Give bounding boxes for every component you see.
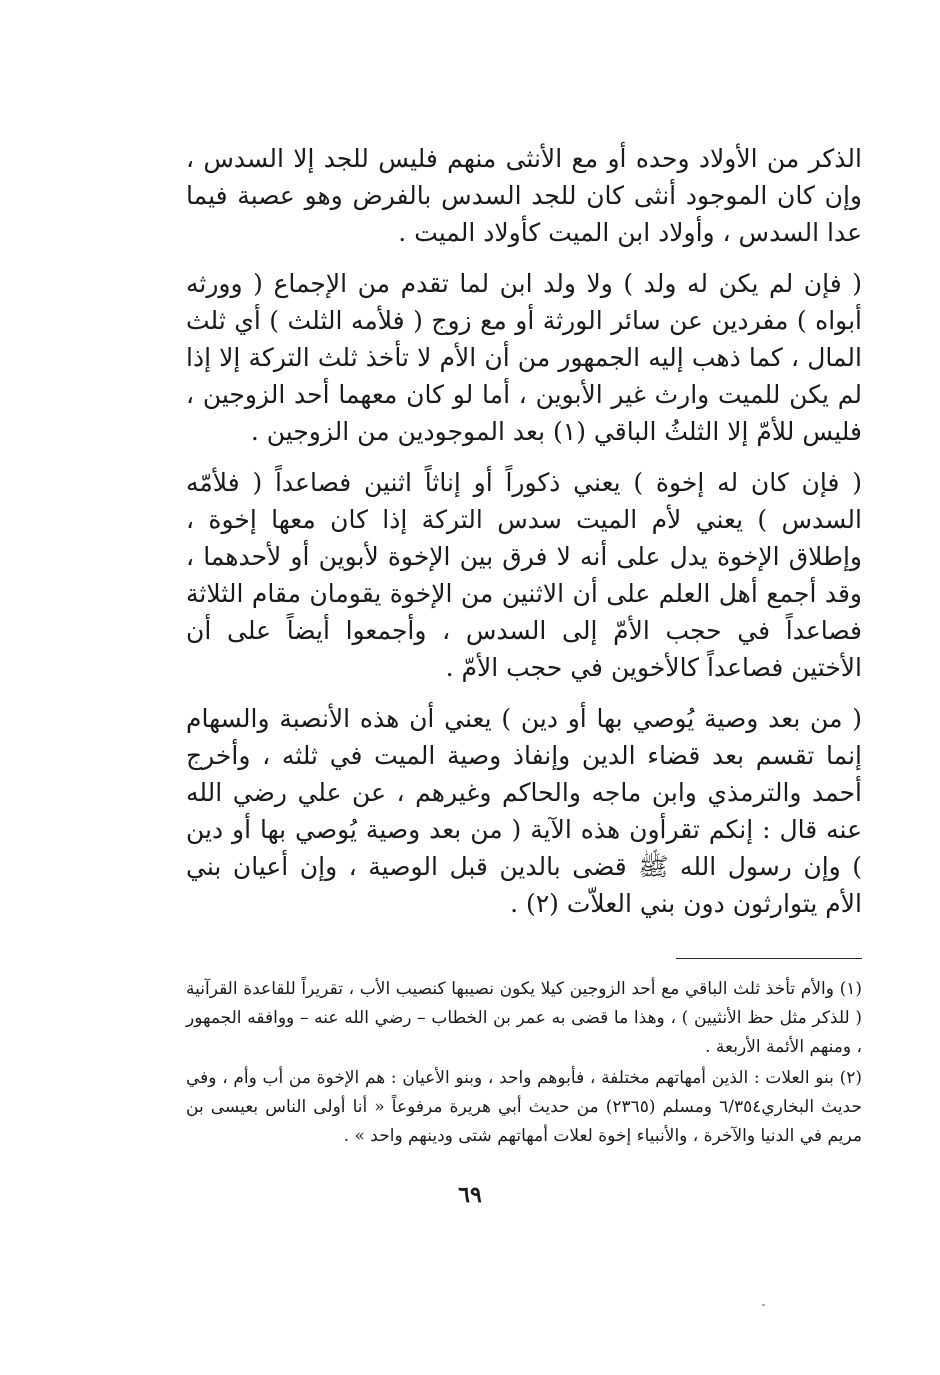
paragraph-2: ( فإن لم يكن له ولد ) ولا ولد ابن لما تقدم من الإجماع ( وورثه أبواه ) مفردين عن سائر الورثة أو مع زوج ( فلأمه الثلث ) أي ثلث المال ، كما ذهب إليه الجمهور من أن الأم لا تأخذ ثلث التركة إلا إذا لم يكن للميت وارث غير الأبوين ، أما لو كان معهما أحد الزوجين ، فليس للأمّ إلا الثلثُ الباقي (١) بعد الموجودين من الزوجين . bbox=[186, 269, 862, 446]
footnotes bbox=[186, 975, 862, 1153]
footnote-divider bbox=[676, 958, 862, 959]
paragraph-1: الذكر من الأولاد وحده أو مع الأنثى منهم فليس للجد إلا السدس ، وإن كان الموجود أنثى كان للجد السدس بالفرض وهو عصبة فيما عدا السدس ، وأولاد ابن الميت كأولاد الميت . bbox=[186, 144, 862, 247]
main-text-body bbox=[186, 140, 862, 936]
footnote-2: (٢) بنو العلات : الذين أمهاتهم مختلفة ، فأبوهم واحد ، وبنو الأعيان : هم الإخوة من أب وأم ، وفي حديث البخاري٦/٣٥٤ ومسلم (٢٣٦٥) من حديث أبي هريرة مرفوعاً « أنا أولى الناس بعيسى بن مريم في الدنيا والآخرة ، والأنبياء إخوة لعلات أمهاتهم شتى ودينهم واحد » . bbox=[186, 1068, 862, 1146]
paragraph-4: ( من بعد وصية يُوصي بها أو دين ) يعني أن هذه الأنصبة والسهام إنما تقسم بعد قضاء الدين وإنفاذ وصية الميت في ثلثه ، وأخرج أحمد والترمذي وابن ماجه والحاكم وغيرهم ، عن علي رضي الله عنه قال : إنكم تقرأون هذه الآية ( من بعد وصية يُوصي بها أو دين ) وإن رسول الله ﷺ قضى بالدين قبل الوصية ، وإن أعيان بني الأم يتوارثون دون بني العلاّت (٢) . bbox=[186, 704, 862, 918]
page-number: ٦٩ bbox=[458, 1182, 482, 1208]
scan-speck bbox=[762, 1304, 765, 1306]
paragraph-3: ( فإن كان له إخوة ) يعني ذكوراً أو إناثاً اثنين فصاعداً ( فلأمّه السدس ) يعني لأم الميت سدس التركة إذا كان معها إخوة ، وإطلاق الإخوة يدل على أنه لا فرق بين الإخوة لأبوين أو لأحدهما ، وقد أجمع أهل العلم على أن الاثنين من الإخوة يقومان مقام الثلاثة فصاعداً في حجب الأمّ إلى السدس ، وأجمعوا أيضاً على أن الأختين فصاعداً كالأخوين في حجب الأمّ . bbox=[186, 468, 862, 682]
footnote-1: (١) والأم تأخذ ثلث الباقي مع أحد الزوجين كيلا يكون نصيبها كنصيب الأب ، تقريراً للقاعدة القرآنية ( للذكر مثل حظ الأنثيين ) ، وهذا ما قضى به عمر بن الخطاب – رضي الله عنه – ووافقه الجمهور ، ومنهم الأئمة الأربعة . bbox=[186, 979, 862, 1057]
